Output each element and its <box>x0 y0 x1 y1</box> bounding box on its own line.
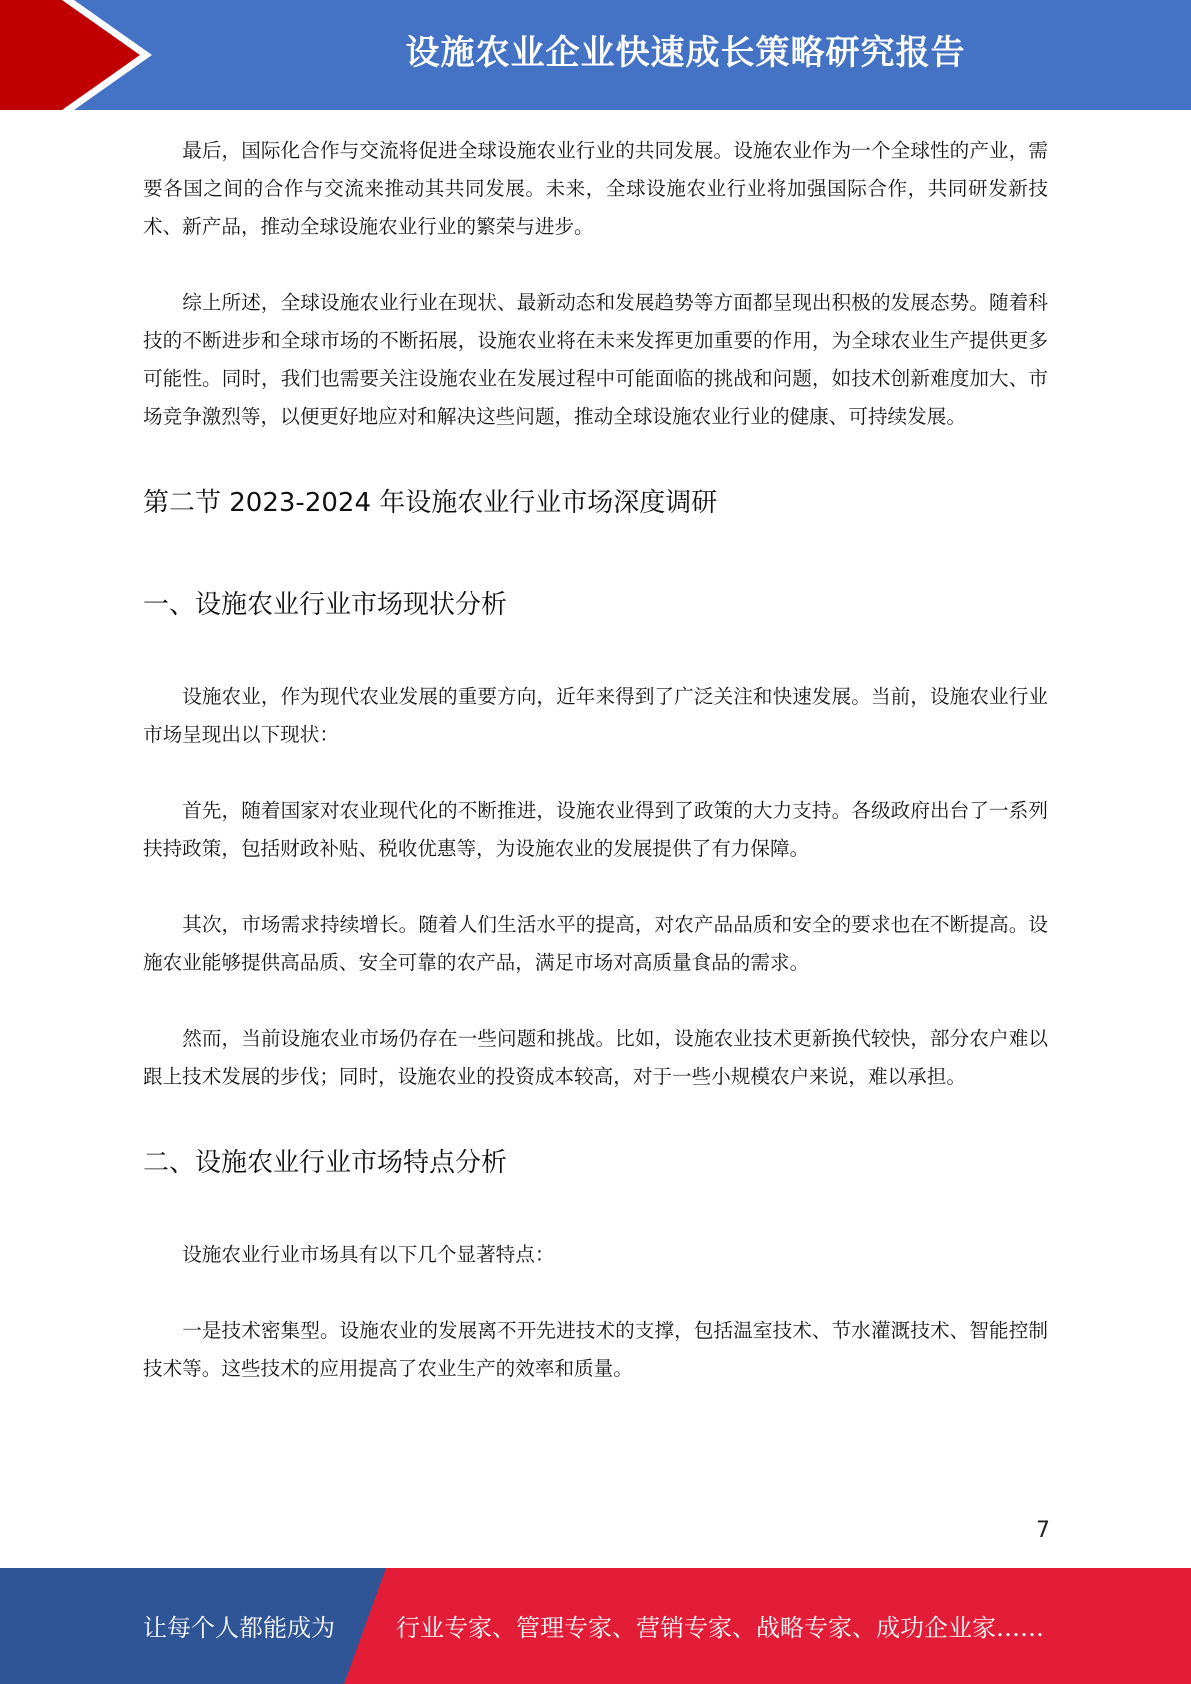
footer-slogan-right: 行业专家、管理专家、营销专家、战略专家、成功企业家…… <box>396 1614 1044 1642</box>
paragraph-policy-support: 首先，随着国家对农业现代化的不断推进，设施农业得到了政策的大力支持。各级政府出台了一系列扶持政策，包括财政补贴、税收优惠等，为设施农业的发展提供了有力保障。 <box>143 799 1048 860</box>
document-body <box>143 132 1048 1388</box>
paragraph-international-cooperation: 最后，国际化合作与交流将促进全球设施农业行业的共同发展。设施农业作为一个全球性的产业，需要各国之间的合作与交流来推动其共同发展。未来，全球设施农业行业将加强国际合作，共同研发新技术、新产品，推动全球设施农业行业的繁荣与进步。 <box>143 139 1048 238</box>
paragraph-challenges: 然而，当前设施农业市场仍存在一些问题和挑战。比如，设施农业技术更新换代较快，部分农户难以跟上技术发展的步伐；同时，设施农业的投资成本较高，对于一些小规模农户来说，难以承担。 <box>143 1027 1048 1088</box>
footer-slogan-left: 让每个人都能成为 <box>143 1614 335 1642</box>
page-number: 7 <box>1036 1518 1050 1543</box>
section-title: 第二节 2023-2024 年设施农业行业市场深度调研 <box>143 488 718 518</box>
paragraph-technology-intensive: 一是技术密集型。设施农业的发展离不开先进技术的支撑，包括温室技术、节水灌溉技术、智能控制技术等。这些技术的应用提高了农业生产的效率和质量。 <box>143 1319 1048 1380</box>
report-title: 设施农业企业快速成长策略研究报告 <box>405 33 966 73</box>
paragraph-status-intro: 设施农业，作为现代农业发展的重要方向，近年来得到了广泛关注和快速发展。当前，设施农业行业市场呈现出以下现状： <box>143 685 1048 746</box>
paragraph-features-intro: 设施农业行业市场具有以下几个显著特点： <box>182 1243 555 1266</box>
header-chevron-decoration <box>0 0 160 110</box>
page-header <box>0 0 1191 110</box>
paragraph-market-demand: 其次，市场需求持续增长。随着人们生活水平的提高，对农产品品质和安全的要求也在不断提高。设施农业能够提供高品质、安全可靠的农产品，满足市场对高质量食品的需求。 <box>143 913 1048 974</box>
paragraph-summary: 综上所述，全球设施农业行业在现状、最新动态和发展趋势等方面都呈现出积极的发展态势。随着科技的不断进步和全球市场的不断拓展，设施农业将在未来发挥更加重要的作用，为全球农业生产提供更多可能性。同时，我们也需要关注设施农业在发展过程中可能面临的挑战和问题，如技术创新难度加大、市场竞争激烈等，以便更好地应对和解决这些问题，推动全球设施农业行业的健康、可持续发展。 <box>143 291 1048 428</box>
subsection-title-status: 一、设施农业行业市场现状分析 <box>143 590 508 620</box>
subsection-title-features: 二、设施农业行业市场特点分析 <box>143 1148 508 1178</box>
page-footer <box>0 1568 1191 1684</box>
